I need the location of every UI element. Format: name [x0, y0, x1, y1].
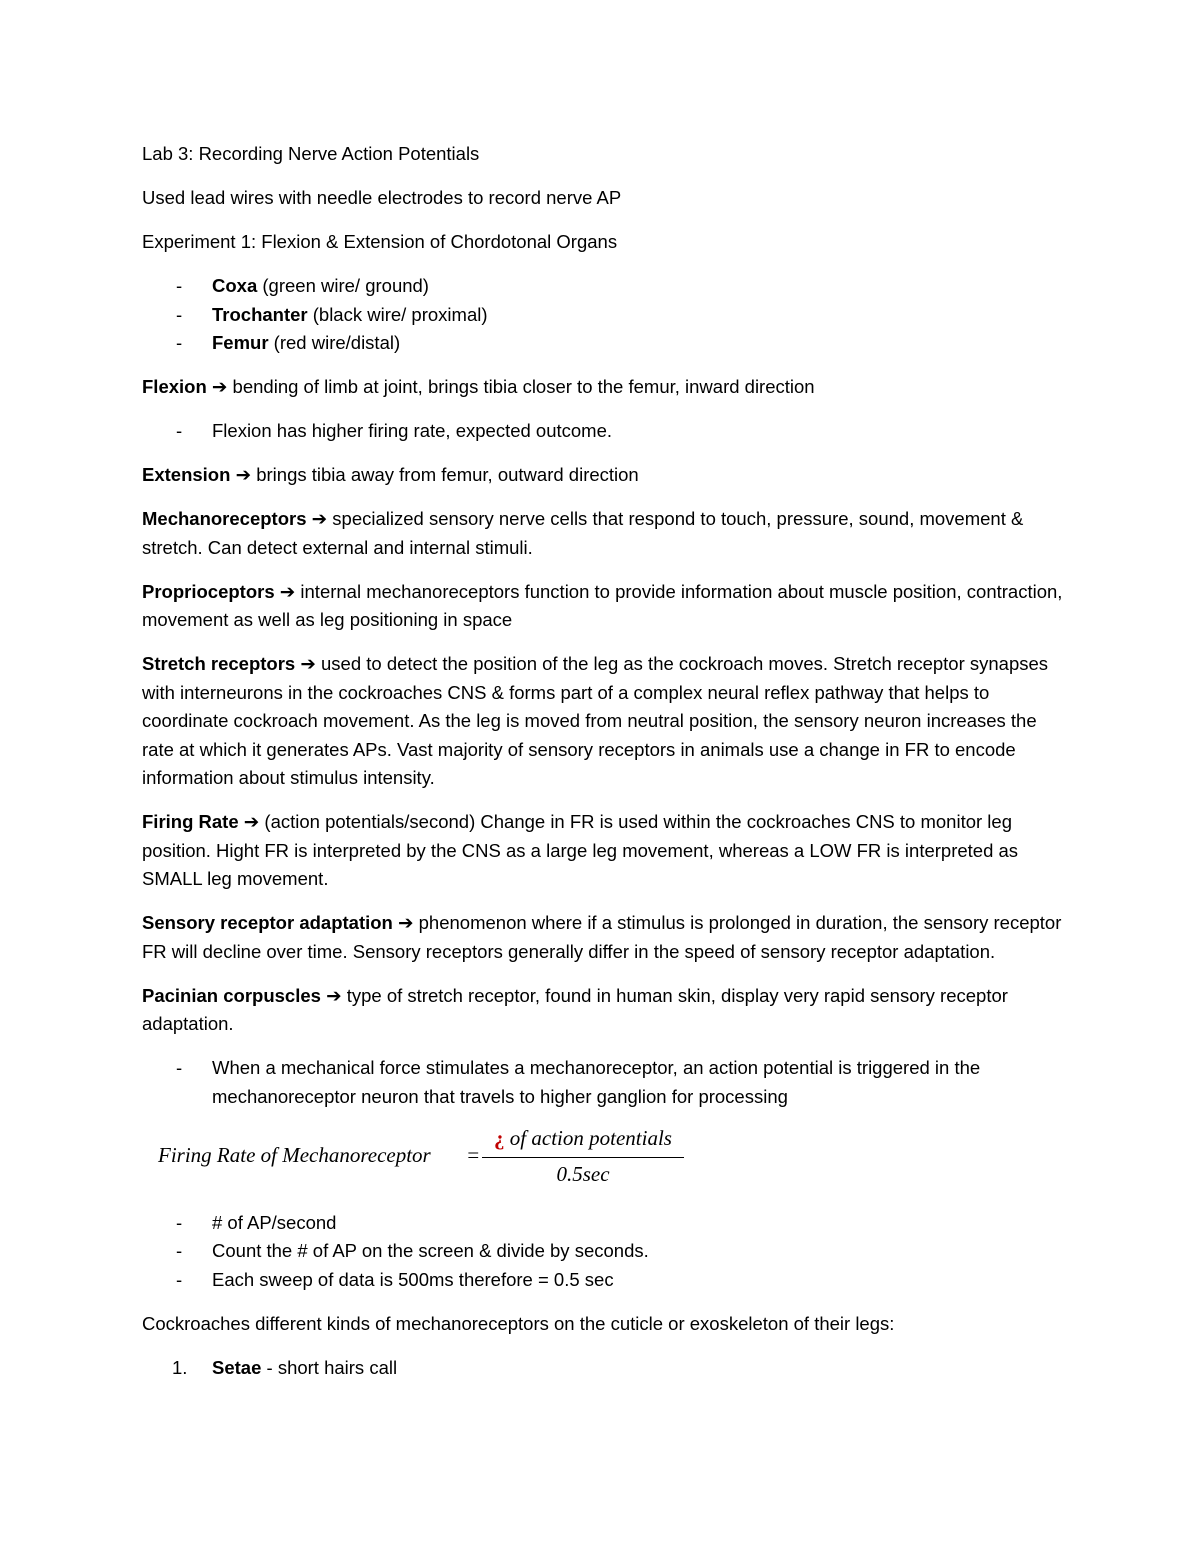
mechanoreceptors-definition	[142, 505, 1067, 562]
extension-definition	[142, 461, 1067, 490]
part-detail: (red wire/distal)	[268, 332, 401, 353]
adaptation-definition	[142, 909, 1067, 966]
inverted-question-glyph: ¿	[494, 1125, 505, 1150]
fraction-bar	[482, 1157, 684, 1158]
term-label: Mechanoreceptors	[142, 508, 307, 529]
list-item	[142, 329, 1067, 358]
term-label: Stretch receptors	[142, 653, 296, 674]
flexion-notes	[142, 417, 1067, 446]
list-item: - Flexion has higher firing rate, expected outcome.	[142, 417, 1067, 446]
document-page	[142, 140, 1067, 1382]
formula-equals: =	[466, 1142, 481, 1167]
stretch-receptors-definition	[142, 650, 1067, 793]
part-name: Femur	[212, 332, 269, 353]
term-label: Sensory receptor adaptation	[142, 912, 393, 933]
term-label: Flexion	[142, 376, 207, 397]
term-label: Proprioceptors	[142, 580, 275, 602]
arrow-icon: ➔	[235, 464, 252, 485]
definition-text: type of stretch receptor, found in human skin, display very rapid sensory receptor adaptation.	[142, 984, 1008, 1034]
term-label: Pacinian corpuscles	[142, 984, 321, 1006]
term-label: Extension	[142, 464, 231, 485]
arrow-icon: ➔	[311, 508, 328, 529]
firing-rate-formula	[142, 1127, 1067, 1195]
list-item: - Each sweep of data is 500ms therefore = 0.5 sec	[142, 1266, 1067, 1295]
list-item	[142, 301, 1067, 330]
pacinian-notes	[142, 1054, 1067, 1111]
arrow-icon: ➔	[243, 811, 260, 832]
list-item: - # of AP/second	[142, 1209, 1067, 1238]
list-item: - When a mechanical force stimulates a mechanoreceptor, an action potential is triggered in the mechanoreceptor neuron that travels to higher ganglion for processing	[142, 1054, 1067, 1111]
part-name: Trochanter	[212, 303, 308, 325]
intro-text: Used lead wires with needle electrodes to record nerve AP	[142, 187, 622, 208]
definition-text: bending of limb at joint, brings tibia closer to the femur, inward direction	[227, 376, 815, 397]
list-marker: 1.	[172, 1356, 188, 1378]
cockroach-receptor-list	[142, 1354, 1067, 1383]
formula-numerator	[482, 1124, 684, 1153]
list-item	[142, 272, 1067, 301]
flexion-definition	[142, 373, 1067, 402]
term-label: Setae	[212, 1356, 262, 1378]
cockroach-heading: Cockroaches different kinds of mechanoreceptors on the cuticle or exoskeleton of their legs:	[142, 1312, 895, 1334]
term-label: Firing Rate	[142, 811, 239, 832]
part-detail: (green wire/ ground)	[257, 275, 429, 296]
pacinian-definition	[142, 982, 1067, 1039]
document-title: Lab 3: Recording Nerve Action Potentials	[142, 143, 480, 164]
firing-rate-definition	[142, 808, 1067, 894]
definition-text: (action potentials/second) Change in FR is used within the cockroaches CNS to monitor leg position. Hight FR is interpreted by the CNS as a large leg movement, whereas a LOW FR is interpreted as SMALL leg movement.	[142, 811, 1019, 889]
part-name: Coxa	[212, 275, 258, 296]
formula-notes	[142, 1209, 1067, 1295]
experiment-heading: Experiment 1: Flexion & Extension of Chordotonal Organs	[142, 231, 618, 252]
term-detail: - short hairs call	[261, 1356, 398, 1378]
arrow-icon: ➔	[397, 912, 414, 933]
formula-denominator: 0.5sec	[556, 1161, 610, 1186]
list-item	[142, 1354, 1067, 1383]
definition-text: internal mechanoreceptors function to provide information about muscle position, contraction, movement as well as leg positioning in space	[142, 580, 1063, 630]
numerator-text: of action potentials	[509, 1125, 672, 1150]
arrow-icon: ➔	[326, 984, 342, 1006]
definition-text: specialized sensory nerve cells that respond to touch, pressure, sound, movement & stretch. Can detect external and internal stimuli.	[142, 508, 1024, 558]
definition-text: phenomenon where if a stimulus is prolonged in duration, the sensory receptor FR will decline over time. Sensory receptors generally differ in the speed of sensory receptor adaptation.	[142, 912, 1062, 962]
arrow-icon: ➔	[211, 376, 228, 397]
definition-text: brings tibia away from femur, outward direction	[251, 464, 639, 485]
arrow-icon: ➔	[279, 580, 296, 602]
leg-parts-list	[142, 272, 1067, 358]
proprioceptors-definition	[142, 578, 1067, 635]
definition-text: used to detect the position of the leg as the cockroach moves. Stretch receptor synapses with interneurons in the cockroaches CNS & forms part of a complex neural reflex pathway that helps to coordinate cockroach movement. As the leg is moved from neutral position, the sensory neuron increases the rate at which it generates APs. Vast majority of sensory receptors in animals use a change in FR to encode information about stimulus intensity.	[142, 653, 1049, 788]
list-item: - Count the # of AP on the screen & divide by seconds.	[142, 1237, 1067, 1266]
arrow-icon: ➔	[300, 653, 316, 674]
part-detail: (black wire/ proximal)	[307, 303, 488, 325]
formula-lhs: Firing Rate of Mechanoreceptor	[158, 1142, 431, 1167]
